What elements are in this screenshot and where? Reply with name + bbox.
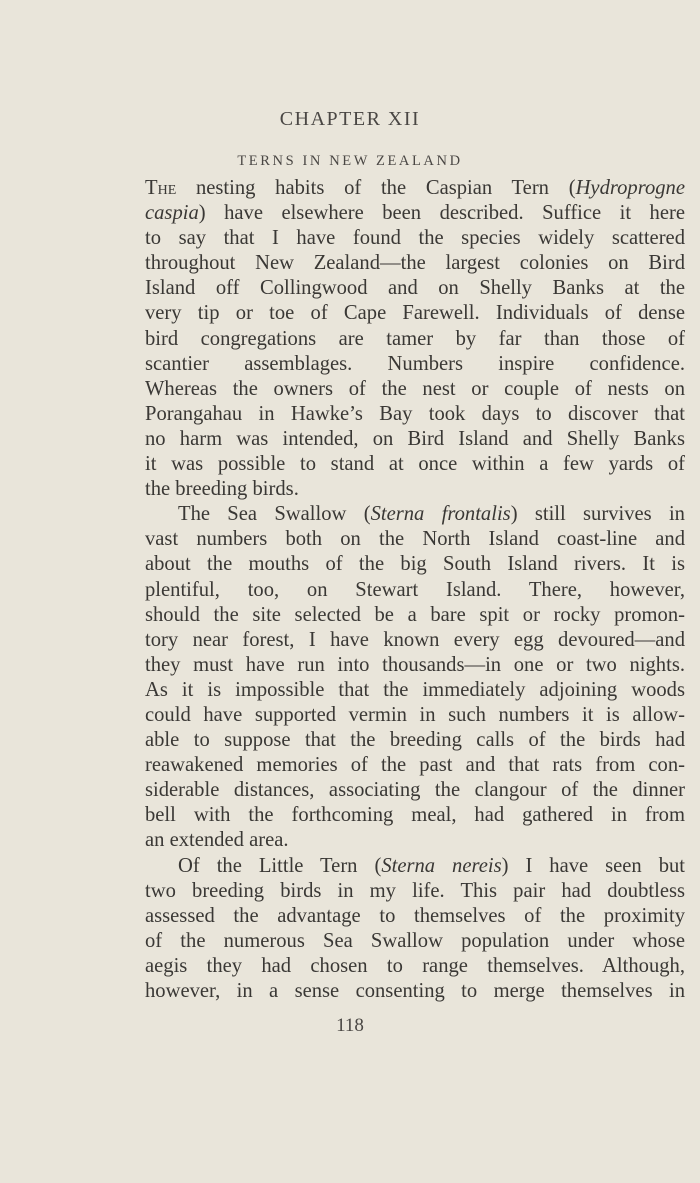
text-line: two breeding birds in my life. This pair had doubtless xyxy=(145,879,685,902)
text-line: bell with the forthcoming meal, had gathered in from xyxy=(145,804,685,827)
text-line: Whereas the owners of the nest or couple of nests on xyxy=(145,377,685,400)
page-number: 118 xyxy=(336,1015,364,1036)
text-line: aegis they had chosen to range themselves. Although, xyxy=(145,954,685,977)
text-line: they must have run into thousands—in one or two nights. xyxy=(145,653,685,676)
text-line: Island off Collingwood and on Shelly Banks at the xyxy=(145,277,685,300)
section-title: TERNS IN NEW ZEALAND xyxy=(237,153,463,169)
text-line: about the mouths of the big South Island rivers. It is xyxy=(145,553,685,576)
text-line: Porangahau in Hawke’s Bay took days to discover that xyxy=(145,402,685,425)
text-line: assessed the advantage to themselves of the proximity xyxy=(145,904,685,927)
text-line: reawakened memories of the past and that rats from con- xyxy=(145,754,685,777)
text-line: able to suppose that the breeding calls of the birds had xyxy=(145,729,685,752)
text-line: The nesting habits of the Caspian Tern (Hydroprogne xyxy=(145,177,685,199)
text-line: to say that I have found the species widely scattered xyxy=(145,227,685,250)
text-line: scantier assemblages. Numbers inspire confidence. xyxy=(145,352,685,375)
text-line: however, in a sense consenting to merge themselves in xyxy=(145,980,685,1002)
text-line: the breeding birds. xyxy=(145,478,299,501)
text-line: As it is impossible that the immediately adjoining woods xyxy=(145,678,685,701)
text-line: bird congregations are tamer by far than those of xyxy=(145,327,685,350)
text-line: it was possible to stand at once within a few yards of xyxy=(145,453,685,476)
body-text xyxy=(145,176,685,1004)
dropword: The xyxy=(145,177,177,199)
text-line: The Sea Swallow (Sterna frontalis) still survives in xyxy=(178,503,685,526)
text-line: of the numerous Sea Swallow population under whose xyxy=(145,929,685,952)
text-line: tory near forest, I have known every egg devoured—and xyxy=(145,628,685,651)
text-line: siderable distances, associating the clangour of the dinner xyxy=(145,779,685,802)
text-line: an extended area. xyxy=(145,829,289,852)
chapter-heading: CHAPTER XII xyxy=(279,108,421,130)
text-line: should the site selected be a bare spit or rocky promon- xyxy=(145,603,685,626)
text-line: Of the Little Tern (Sterna nereis) I have seen but xyxy=(178,854,685,877)
text-line: vast numbers both on the North Island coast-line and xyxy=(145,528,685,551)
text-line: throughout New Zealand—the largest colonies on Bird xyxy=(145,252,685,275)
text-line: plentiful, too, on Stewart Island. There, however, xyxy=(145,578,685,601)
text-line: very tip or toe of Cape Farewell. Individuals of dense xyxy=(145,302,685,325)
text-line: could have supported vermin in such numbers it is allow- xyxy=(145,703,685,726)
text-line: caspia) have elsewhere been described. Suffice it here xyxy=(145,202,685,225)
text-line: no harm was intended, on Bird Island and Shelly Banks xyxy=(145,427,685,450)
